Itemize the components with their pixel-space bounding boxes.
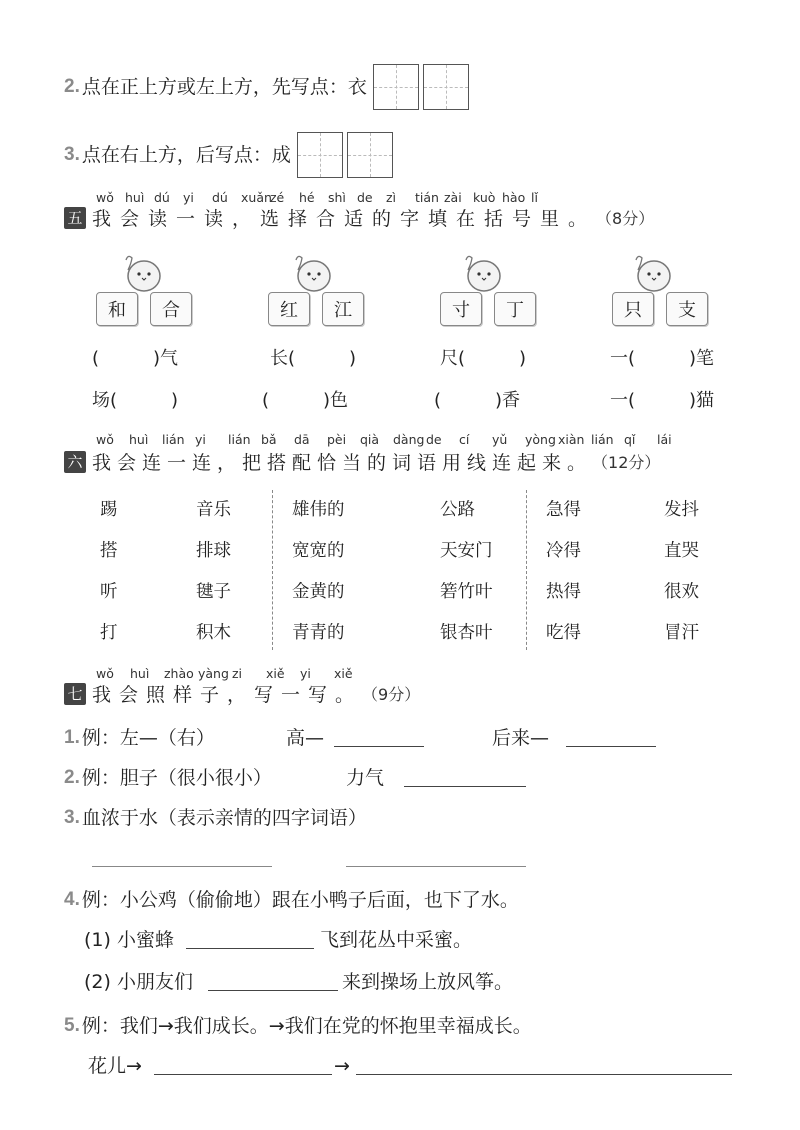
char-choice-box: 红 <box>268 292 310 326</box>
match-word[interactable]: 踢 <box>100 500 118 520</box>
column-divider <box>272 490 273 650</box>
chick-icon <box>628 248 674 294</box>
q4-s1-tail: 飞到花丛中采蜜。 <box>320 929 473 951</box>
q2-b-label: 力气 <box>346 767 385 789</box>
char-choice-box: 支 <box>666 292 708 326</box>
fill-blank[interactable]: 长( ) <box>270 348 357 369</box>
pinyin-syllable: zhào <box>164 666 194 681</box>
match-word[interactable]: 金黄的 <box>292 582 345 602</box>
match-word[interactable]: 排球 <box>196 541 231 561</box>
pinyin-syllable: dú <box>212 190 228 205</box>
match-word[interactable]: 音乐 <box>196 500 231 520</box>
pinyin-syllable: wǒ <box>96 666 114 681</box>
sec7-title: 我会照样子，写一写。 <box>92 684 363 706</box>
pinyin-syllable: lián <box>228 432 251 447</box>
pinyin-syllable: yǔ <box>492 432 508 447</box>
section-badge: 五 <box>64 207 86 229</box>
q-text: 例：左—（右） <box>81 727 215 749</box>
pinyin-syllable: lái <box>657 432 672 447</box>
q1-c-label: 后来— <box>492 727 550 749</box>
sec7-q1 <box>64 724 215 752</box>
q-text: 例：胆子（很小很小） <box>81 767 272 789</box>
pinyin-syllable: lián <box>591 432 614 447</box>
q3-text: 点在右上方，后写点：成 <box>81 144 291 166</box>
fill-blank[interactable]: 场( ) <box>92 390 179 411</box>
sec6-heading <box>64 448 660 475</box>
q4-s2-tail: 来到操场上放风筝。 <box>342 971 514 993</box>
pinyin-syllable: yàng <box>198 666 229 681</box>
pinyin-syllable: cí <box>459 432 470 447</box>
q-number: 3. <box>64 807 80 828</box>
q1-b-label: 高— <box>286 727 325 749</box>
match-word[interactable]: 宽宽的 <box>292 541 345 561</box>
match-word[interactable]: 公路 <box>440 500 475 520</box>
char-choice-box: 合 <box>150 292 192 326</box>
pinyin-syllable: wǒ <box>96 190 114 205</box>
match-word[interactable]: 听 <box>100 582 118 602</box>
pinyin-syllable: qià <box>360 432 380 447</box>
pinyin-syllable: dàng <box>393 432 425 447</box>
q-text: 血浓于水（表示亲情的四字词语） <box>81 807 367 829</box>
pinyin-syllable: zì <box>386 190 397 205</box>
answer-line[interactable] <box>566 746 656 747</box>
char-choice-box: 寸 <box>440 292 482 326</box>
pinyin-syllable: lián <box>162 432 185 447</box>
match-word[interactable]: 很欢 <box>664 582 699 602</box>
chick-icon <box>458 248 504 294</box>
answer-line[interactable] <box>92 866 272 867</box>
sec7-q3 <box>64 804 367 832</box>
fill-blank[interactable]: 一( )笔 <box>610 348 715 369</box>
pinyin-syllable: zé <box>270 190 285 205</box>
pinyin-syllable: zi <box>232 666 243 681</box>
pinyin-syllable: zài <box>444 190 462 205</box>
writing-grid[interactable] <box>373 64 419 110</box>
answer-line[interactable] <box>186 948 314 949</box>
match-word[interactable]: 青青的 <box>292 623 345 643</box>
writing-grid[interactable] <box>297 132 343 178</box>
sec6-score: （12分） <box>592 453 661 472</box>
sec5-heading <box>64 204 654 231</box>
pinyin-syllable: huì <box>129 432 149 447</box>
q5-lead: 花儿→ <box>88 1055 142 1077</box>
match-word[interactable]: 天安门 <box>440 541 493 561</box>
match-word[interactable]: 冷得 <box>546 541 581 561</box>
q-number: 5. <box>64 1015 80 1036</box>
answer-line[interactable] <box>346 866 526 867</box>
pinyin-syllable: hé <box>299 190 315 205</box>
column-divider <box>526 490 527 650</box>
pinyin-syllable: yi <box>183 190 194 205</box>
q2-line <box>64 64 469 110</box>
match-word[interactable]: 冒汗 <box>664 623 699 643</box>
answer-line[interactable] <box>356 1074 732 1075</box>
match-word[interactable]: 雄伟的 <box>292 500 345 520</box>
chick-icon <box>118 248 164 294</box>
fill-blank[interactable]: ( )色 <box>262 390 349 411</box>
char-choice-box: 只 <box>612 292 654 326</box>
fill-blank[interactable]: ( )香 <box>434 390 521 411</box>
sec7-heading <box>64 680 420 707</box>
q-text: 例：我们→我们成长。→我们在党的怀抱里幸福成长。 <box>81 1015 532 1037</box>
q-number: 4. <box>64 889 80 910</box>
pinyin-syllable: huì <box>130 666 150 681</box>
match-word[interactable]: 吃得 <box>546 623 581 643</box>
pinyin-syllable: xuǎn <box>241 190 272 205</box>
pinyin-syllable: yòng <box>525 432 556 447</box>
q-number: 1. <box>64 727 80 748</box>
pinyin-syllable: yi <box>300 666 311 681</box>
match-word[interactable]: 打 <box>100 623 118 643</box>
sec7-q4 <box>64 886 519 914</box>
q3-number: 3. <box>64 144 80 165</box>
pinyin-syllable: yi <box>195 432 206 447</box>
match-word[interactable]: 银杏叶 <box>440 623 493 643</box>
pinyin-syllable: kuò <box>473 190 496 205</box>
q2-number: 2. <box>64 76 80 97</box>
pinyin-syllable: dú <box>154 190 170 205</box>
section-badge: 六 <box>64 451 86 473</box>
chick-icon <box>288 248 334 294</box>
pinyin-syllable: shì <box>328 190 346 205</box>
match-word[interactable]: 箬竹叶 <box>440 582 493 602</box>
sec7-score: （9分） <box>362 685 421 704</box>
answer-line[interactable] <box>208 990 338 991</box>
sec7-q5 <box>64 1012 532 1040</box>
pinyin-syllable: de <box>357 190 373 205</box>
pinyin-syllable: huì <box>125 190 145 205</box>
pinyin-syllable: lǐ <box>531 190 538 205</box>
char-choice-box: 和 <box>96 292 138 326</box>
answer-line[interactable] <box>404 786 526 787</box>
fill-blank[interactable]: 尺( ) <box>440 348 527 369</box>
q4-s1-label: (1) 小蜜蜂 <box>84 929 174 951</box>
sec5-title: 我会读一读，选择合适的字填在括号里。 <box>92 208 597 230</box>
q-text: 例：小公鸡（偷偷地）跟在小鸭子后面，也下了水。 <box>81 889 519 911</box>
match-word[interactable]: 急得 <box>546 500 581 520</box>
pinyin-syllable: dā <box>294 432 310 447</box>
char-choice-box: 江 <box>322 292 364 326</box>
q3-line <box>64 132 393 178</box>
sec5-score: （8分） <box>596 209 655 228</box>
answer-line[interactable] <box>334 746 424 747</box>
sec7-q2 <box>64 764 272 792</box>
pinyin-syllable: xiàn <box>558 432 585 447</box>
q5-arrow: → <box>334 1055 350 1077</box>
pinyin-syllable: pèi <box>327 432 347 447</box>
match-word[interactable]: 发抖 <box>664 500 699 520</box>
pinyin-syllable: xiě <box>334 666 353 681</box>
match-word[interactable]: 毽子 <box>196 582 231 602</box>
pinyin-syllable: de <box>426 432 442 447</box>
q2-text: 点在正上方或左上方，先写点：衣 <box>81 76 367 98</box>
char-choice-box: 丁 <box>494 292 536 326</box>
sec6-title: 我会连一连，把搭配恰当的词语用线连起来。 <box>92 452 593 474</box>
writing-grid[interactable] <box>423 64 469 110</box>
pinyin-syllable: tián <box>415 190 439 205</box>
q-number: 2. <box>64 767 80 788</box>
pinyin-syllable: wǒ <box>96 432 114 447</box>
match-word[interactable]: 热得 <box>546 582 581 602</box>
q4-s2-label: (2) 小朋友们 <box>84 971 193 993</box>
fill-blank[interactable]: 一( )猫 <box>610 390 715 411</box>
pinyin-syllable: qǐ <box>624 432 636 447</box>
match-word[interactable]: 搭 <box>100 541 118 561</box>
section-badge: 七 <box>64 683 86 705</box>
match-word[interactable]: 积木 <box>196 623 231 643</box>
fill-blank[interactable]: ( )气 <box>92 348 179 369</box>
pinyin-syllable: bǎ <box>261 432 277 447</box>
match-word[interactable]: 直哭 <box>664 541 699 561</box>
pinyin-syllable: xiě <box>266 666 285 681</box>
pinyin-syllable: hào <box>502 190 526 205</box>
answer-line[interactable] <box>154 1074 332 1075</box>
writing-grid[interactable] <box>347 132 393 178</box>
